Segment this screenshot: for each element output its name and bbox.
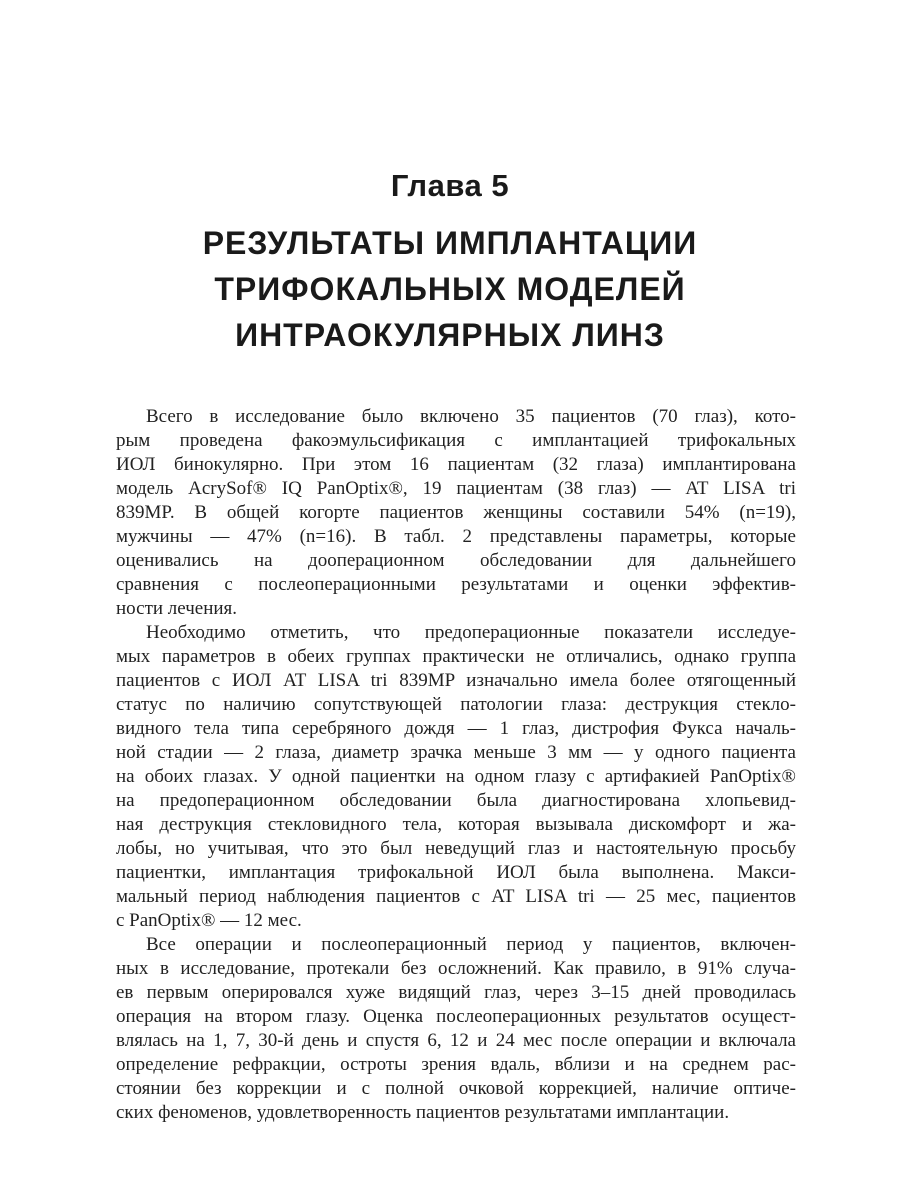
text-line: сравнения с послеоперационными результатами и оценки эффектив- [116,574,796,595]
text-line: ности лечения. [116,598,238,619]
text-line: лобы, но учитывая, что это был неведущий глаз и настоятельную просьбу [116,838,796,859]
text-line: оценивались на дооперационном обследовании для дальнейшего [116,550,796,571]
text-line: операция на втором глазу. Оценка послеоперационных результатов осущест- [116,1006,796,1027]
text-line: ных в исследование, протекали без осложнений. Как правило, в 91% случа- [116,958,796,979]
chapter-label: Глава 5 [390,168,510,203]
text-line: 839MP. В общей когорте пациентов женщины составили 54% (n=19), [116,502,796,523]
text-line: видного тела типа серебряного дождя — 1 глаз, дистрофия Фукса началь- [116,718,796,739]
text-line: ев первым оперировался хуже видящий глаз, через 3–15 дней проводилась [116,982,796,1003]
text-line: Всего в исследование было включено 35 пациентов (70 глаз), кото- [146,406,796,427]
paragraph [116,933,796,1125]
text-line: Необходимо отметить, что предоперационные показатели исследуе- [146,622,796,643]
text-line: ИОЛ бинокулярно. При этом 16 пациентам (32 глаза) имплантирована [116,454,796,475]
chapter-title [0,220,900,358]
text-line: ная деструкция стекловидного тела, которая вызывала дискомфорт и жа- [116,814,796,835]
text-line: ной стадии — 2 глаза, диаметр зрачка меньше 3 мм — у одного пациента [116,742,796,763]
text-line: рым проведена факоэмульсификация с имплантацией трифокальных [116,430,796,451]
text-line: пациентки, имплантация трифокальной ИОЛ была выполнена. Макси- [116,862,796,883]
body-text [116,405,796,1125]
text-line: на предоперационном обследовании была диагностирована хлопьевид- [116,790,796,811]
text-line: мальный период наблюдения пациентов с AT LISA tri — 25 мес, пациентов [116,886,796,907]
text-line: пациентов с ИОЛ AT LISA tri 839MP изначально имела более отягощенный [116,670,796,691]
text-line: Все операции и послеоперационный период у пациентов, включен- [146,934,796,955]
chapter-title-line: ИНТРАОКУЛЯРНЫХ ЛИНЗ [235,317,665,353]
text-line: влялась на 1, 7, 30-й день и спустя 6, 12 и 24 мес после операции и включала [116,1030,796,1051]
text-line: стоянии без коррекции и с полной очковой коррекцией, наличие оптиче- [116,1078,796,1099]
text-line: мых параметров в обеих группах практически не отличались, однако группа [116,646,796,667]
text-line: на обоих глазах. У одной пациентки на одном глазу с артифакией PanOptix® [116,766,796,787]
text-line: статус по наличию сопутствующей патологии глаза: деструкция стекло- [116,694,796,715]
chapter-title-line: ТРИФОКАЛЬНЫХ МОДЕЛЕЙ [214,271,686,307]
paragraph [116,621,796,933]
text-line: модель AcrySof® IQ PanOptix®, 19 пациентам (38 глаз) — AT LISA tri [116,478,796,499]
paragraph [116,405,796,621]
chapter-title-line: РЕЗУЛЬТАТЫ ИМПЛАНТАЦИИ [202,225,698,261]
text-line: с PanOptix® — 12 мес. [116,910,302,931]
text-line: ских феноменов, удовлетворенность пациентов результатами имплантации. [116,1102,730,1123]
text-line: определение рефракции, остроты зрения вдаль, вблизи и на среднем рас- [116,1054,796,1075]
text-line: мужчины — 47% (n=16). В табл. 2 представлены параметры, которые [116,526,796,547]
